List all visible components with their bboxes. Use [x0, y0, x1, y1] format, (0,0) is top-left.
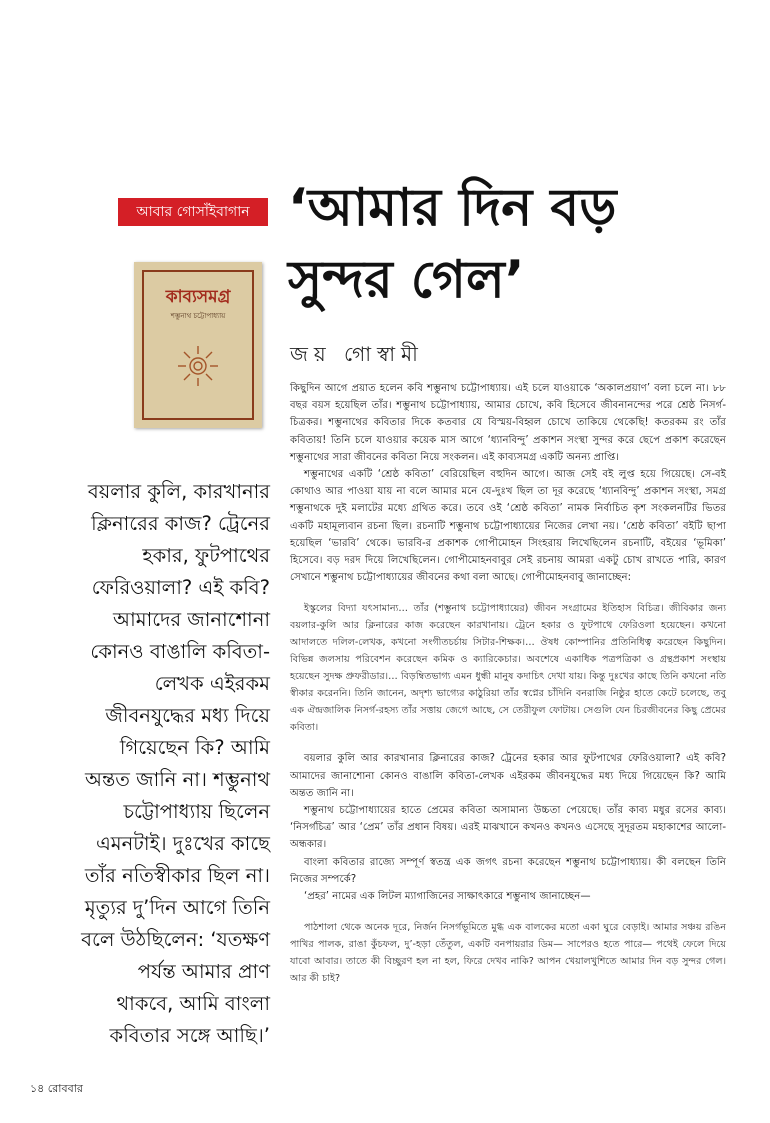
block-quote: ইস্কুলের বিদ্যা যৎসামান্য… তাঁর (শম্ভুনাথ চট্টোপাধ্যায়ের) জীবন সংগ্রামের ইতিহাস বিচিত্র। জীবিকার জন্য বয়লার-কুলি আর ক্লিনারের কাজ করেছেন কারখানায়। ট্রেনে হকার ও ফুটপাথে ফেরিওলা হয়েছেন। কখনো আদালতে দলিল-লেখক, কখনো সংগীতচর্চায় সিটার-শিক্ষক।… ঔষধ কোম্পানির প্রতিনিধিত্ব করেছেন কিছুদিন। বিভিন্ন জলসায় পরিবেশন করেছেন কমিক ও ক্যারিকেচার। অবশেষে একাধিক পত্রপত্রিকা ও গ্রন্থপ্রকাশ সংস্থায় হয়েছেন সুদক্ষ প্রুফরীডার।… বিড়ম্বিতভাগ্য এমন ধুন্ধী মানুষ কদাচিৎ দেখা যায়। কিন্তু দুঃখের কাছে তিনি কখনো নতি স্বীকার করেননি। তিনি জানেন, অদৃশ্য ভাগ্যের কাঠুরিয়া তাঁর স্বপ্নের চাঁদিনি বনরাজি নিষ্ঠুর হাতে কেটে চলেছে, তবু এক ঐন্দ্রজালিক নিসর্গ-রহস্য তাঁর সত্তায় জেগে আছে, সে তেরীফুল ফোটায়। সেগুলি যেন চিরজীবনের কিছু প্রেমের কবিতা।: [290, 603, 726, 734]
sun-motif-icon: [176, 344, 220, 388]
headline: ‘আমার দিন বড় সুন্দর গেল’: [288, 178, 617, 310]
block-quote: পাঠশালা থেকে অনেক দূরে, নির্জন নিসর্গভূমিতে মুগ্ধ এক বালকের মতো একা ঘুরে বেড়াই। আমার সঞ্চয় রঙিন পাখির পালক, রাঙা কুঁচফল, দু’-হড়া তেঁতুল, একটি বনপায়রার ডিম— সাপেরও হতে পারে— পথেই ফেলে দিয়ে যাবো আবার। তাতে কী বিচ্ছুরণ হল না হল, ফিরে দেখব নাকি? আপন খেয়ালখুশিতে আমার দিন বড় সুন্দর গেল। আর কী চাই?: [290, 922, 726, 985]
paragraph: বয়লার কুলি আর কারখানার ক্লিনারের কাজ? ট্রেনের হকার আর ফুটপাথের ফেরিওয়ালা? এই কবি? আমাদের জানাশোনা কোনও বাঙালি কবিতা-লেখক এইরকম জীবনযুদ্ধের মধ্য দিয়ে গিয়েছেন কি? আমি অন্তত জানি না।: [290, 753, 726, 799]
section-tag: আবার গোসাঁইবাগান: [118, 198, 268, 226]
cover-poet: শম্ভুনাথ চট্টোপাধ্যায়: [170, 312, 226, 320]
page-folio: ১৪ রোববার: [30, 1082, 83, 1095]
cover-title: কাব্যসমগ্র: [165, 287, 231, 307]
paragraph: কিছুদিন আগে প্রয়াত হলেন কবি শম্ভুনাথ চট্টোপাধ্যায়। এই চলে যাওয়াকে ‘অকালপ্রয়াণ’ বলা চলে না। ৮৮ বছর বয়স হয়েছিল তাঁর। শম্ভুনাথ চট্টোপাধ্যায়, আমার চোখে, কবি হিসেবে জীবনানন্দের পরে শ্রেষ্ঠ নিসর্গ-চিত্রকর। শম্ভুনাথের কবিতার দিকে কতবার যে বিস্ময়-বিহ্বল চোখে তাকিয়ে থেকেছি! কতরকম রং তাঁর কবিতায়! তিনি চলে যাওয়ার কয়েক মাস আগে ‘ধ্যানবিন্দু’ প্রকাশন সংস্থা সুন্দর করে ছেপে প্রকাশ করেছেন শম্ভুনাথের সারা জীবনের কবিতা নিয়ে সংকলন। এই কাব্যসমগ্র একটি অনন্য প্রাপ্তি।: [290, 383, 726, 463]
book-cover: [134, 262, 262, 428]
article-body: [290, 380, 726, 1001]
author-byline: জয় গোস্বামী: [290, 342, 424, 366]
paragraph: ‘প্রহর’ নামের এক লিটল ম্যাগাজিনের সাক্ষাৎকারে শম্ভুনাথ জানাচ্ছেন—: [304, 891, 591, 903]
paragraph: শম্ভুনাথের একটি ‘শ্রেষ্ঠ কবিতা’ বেরিয়েছিল বহুদিন আগে। আজ সেই বই লুপ্ত হয়ে গিয়েছে। সে-বই কোথাও আর পাওয়া যায় না বলে আমার মনে যে-দুঃখ ছিল তা দূর করেছে ‘ধ্যানবিন্দু’ প্রকাশন সংস্থা, সমগ্র শম্ভুনাথকে দুই মলাটের মধ্যে গ্রথিত করে। তবে ওই ‘শ্রেষ্ঠ কবিতা’ নামক নির্বাচিত কৃশ সংকলনটির ভিতর একটি মহামূল্যবান রচনা ছিল। রচনাটি শম্ভুনাথ চট্টোপাধ্যায়ের নিজের লেখা নয়। ‘শ্রেষ্ঠ কবিতা’ বইটি ছাপা হয়েছিল ‘ভারবি’ থেকে। ভারবি-র প্রকাশক গোপীমোহন সিংহরায় লিখেছিলেন রচনাটি, বইয়ের ‘ভূমিকা’ হিসেবে। বড় দরদ দিয়ে লিখেছিলেন। গোপীমোহনবাবুর সেই রচনায় আমরা একটু চোখ রাখতে পারি, কারণ সেখানে শম্ভুনাথ চট্টোপাধ্যায়ের জীবনের কথা বলা আছে। গোপীমোহনবাবু জানাচ্ছেন:: [290, 469, 726, 584]
pull-quote: বয়লার কুলি, কারখানার ক্লিনারের কাজ? ট্রেনের হকার, ফুটপাথের ফেরিওয়ালা? এই কবি? আমাদের জানাশোনা কোনও বাঙালি কবিতা-লেখক এইরকম জীবনযুদ্ধের মধ্য দিয়ে গিয়েছেন কি? আমি অন্তত জানি না। শম্ভুনাথ চট্টোপাধ্যায় ছিলেন এমনটাই। দুঃখের কাছে তাঁর নতিস্বীকার ছিল না। মৃত্যুর দু’দিন আগে তিনি বলে উঠছিলেন: ‘যতক্ষণ পর্যন্ত আমার প্রাণ থাকবে, আমি বাংলা কবিতার সঙ্গে আছি।’: [81, 480, 270, 1047]
paragraph: বাংলা কবিতার রাজ্যে সম্পূর্ণ স্বতন্ত্র এক জগৎ রচনা করেছেন শম্ভুনাথ চট্টোপাধ্যায়। কী বলছেন তিনি নিজের সম্পর্কে?: [290, 856, 726, 885]
paragraph: শম্ভুনাথ চট্টোপাধ্যায়ের হাতে প্রেমের কবিতা অসামান্য উচ্চতা পেয়েছে। তাঁর কাব্য মধুর রসের কাব্য। ‘নিসর্গচিত্র’ আর ‘প্রেম’ তাঁর প্রধান বিষয়। এরই মাঝখানে কখনও কখনও এসেছে সুদূরতম মহাকাশের আলো-অন্ধকার।: [290, 805, 726, 851]
